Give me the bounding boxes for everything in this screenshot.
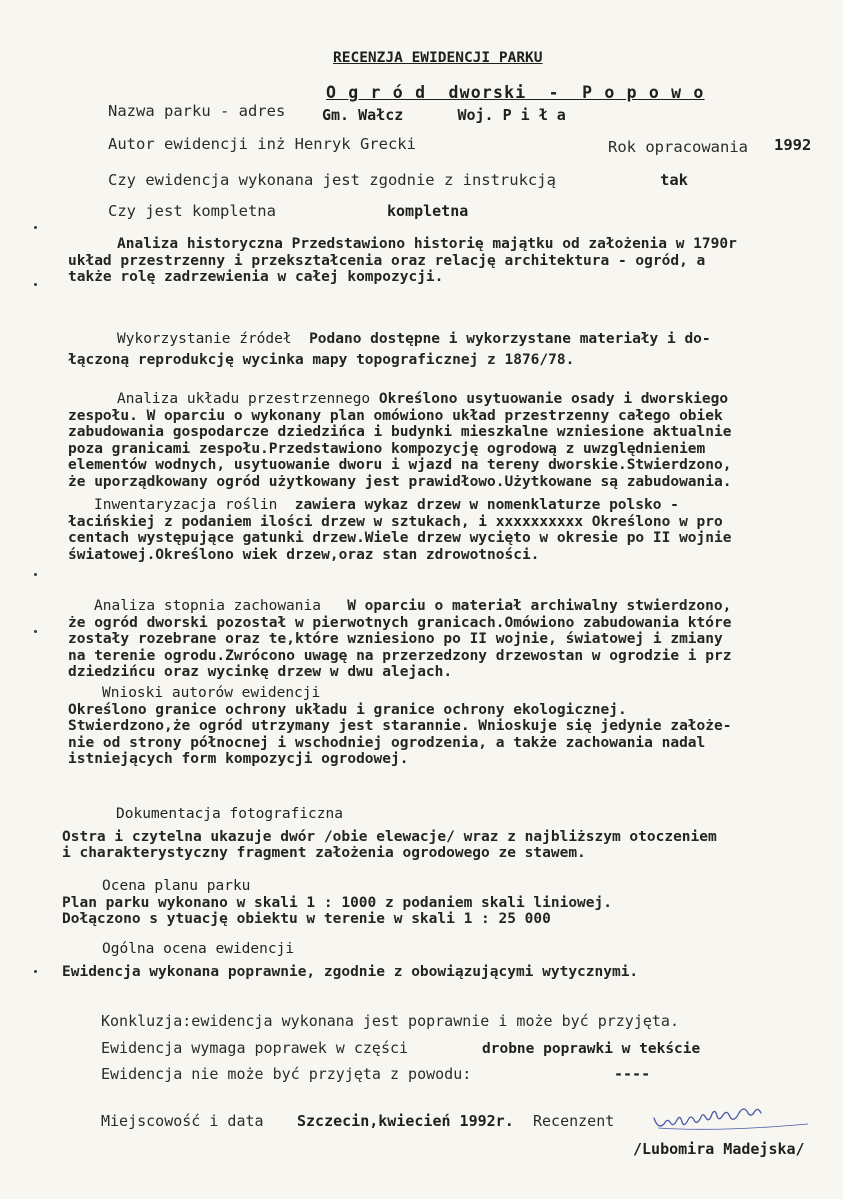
complete-value: kompletna (387, 202, 469, 220)
park-name: O g r ó d dworski - P o p o w o (326, 83, 705, 102)
corrections-value: drobne poprawki w tekście (482, 1041, 701, 1057)
inventory-line: zawiera wykaz drzew w nomenklaturze polsko - (294, 497, 679, 513)
historical-line: układ przestrzenny i przekształcenia oraz relację architektura - ogród, a (68, 252, 706, 269)
sources-section (68, 331, 711, 368)
photo-label: Dokumentacja fotograficzna (116, 806, 343, 822)
margin-mark (34, 226, 37, 229)
preservation-line: że ogród dworski pozostał w pierwotnych granicach.Omówiono zabudowania które (68, 614, 732, 631)
photo-line: Ostra i czytelna ukazuje dwór /obie elewacje/ wraz z najbliższym otoczeniem (62, 828, 717, 845)
inventory-line: światowej.Określono wiek drzew,oraz stan zdrowotności. (68, 546, 540, 563)
conclusion-line: Konkluzja:ewidencja wykonana jest poprawnie i może być przyjęta. (101, 1012, 679, 1030)
rejection-value: ---- (614, 1065, 651, 1083)
sources-line: Podano dostępne i wykorzystane materiały i do- (309, 331, 711, 347)
complete-label: Czy jest kompletna (108, 202, 276, 220)
sources-label: Wykorzystanie źródeł (117, 331, 292, 347)
plan-section (62, 878, 612, 928)
historical-label: Analiza historyczna (117, 236, 283, 252)
reviewer-label: Recenzent (533, 1112, 615, 1130)
reviewer-name: /Lubomira Madejska/ (633, 1140, 805, 1158)
conclusions-line: istniejących form kompozycji ogrodowej. (68, 751, 409, 767)
author-line: Autor ewidencji inż Henryk Grecki (108, 135, 416, 153)
conform-label: Czy ewidencja wykonana jest zgodnie z instrukcją (108, 171, 556, 189)
preservation-line: dziedzińcu oraz wycinkę drzew w dwu alejach. (68, 664, 453, 680)
inventory-label: Inwentaryzacja roślin (94, 497, 278, 513)
signature-underline (658, 1124, 808, 1129)
margin-mark (34, 573, 37, 576)
name-label: Nazwa parku - adres (108, 102, 286, 120)
spatial-line: że uporządkowany ogród użytkowany jest prawidłowo.Użytkowane są zabudowania. (68, 473, 732, 490)
plan-line: Dołączono s ytuację obiektu w terenie w skali 1 : 25 000 (62, 911, 551, 927)
spatial-line: zespołu. W oparciu o wykonany plan omówiono układ przestrzenny całego obiek (68, 407, 723, 424)
spatial-line: poza granicami zespołu.Przedstawiono kompozycję ogrodową z uwzględnieniem (68, 440, 706, 457)
spatial-line: zabudowania gospodarcze dziedzińca i budynki mieszkalne wzniesione aktualnie (68, 424, 732, 440)
margin-mark (34, 283, 37, 286)
historical-section (68, 236, 737, 286)
corrections-label: Ewidencja wymaga poprawek w części (101, 1039, 409, 1057)
inventory-section (68, 497, 731, 563)
year-value: 1992 (774, 136, 812, 154)
year-label: Rok opracowania (608, 138, 748, 156)
handwritten-signature (650, 1106, 830, 1136)
place-value: Szczecin,kwiecień 1992r. (297, 1112, 514, 1130)
photo-line: i charakterystyczny fragment założenia ogrodowego ze stawem. (62, 845, 586, 861)
photo-section (62, 806, 717, 862)
historical-line: Przedstawiono historię majątku od założenia w 1790r (291, 236, 737, 252)
conclusions-label: Wnioski autorów ewidencji (102, 685, 321, 701)
spatial-line: elementów wodnych, usytuowanie dworu i wjazd na tereny dworskie.Stwierdzono, (68, 457, 732, 473)
park-location: Gm. Wałcz Woj. P i ł a (322, 106, 566, 124)
preservation-line: na terenie ogrodu.Zwrócono uwagę na przerzedzony drzewostan w ogrodzie i prz (68, 647, 732, 664)
plan-label: Ocena planu parku (102, 878, 251, 894)
signature-stroke (654, 1109, 761, 1126)
conclusions-line: Stwierdzono,że ogród utrzymany jest starannie. Wnioskuje się jedynie założe- (68, 718, 732, 734)
overall-label: Ogólna ocena ewidencji (102, 941, 295, 957)
historical-line: także rolę zadrzewienia w całej kompozycji. (68, 269, 444, 285)
rejection-label: Ewidencja nie może być przyjęta z powodu: (101, 1065, 472, 1083)
plan-line: Plan parku wykonano w skali 1 : 1000 z podaniem skali liniowej. (62, 894, 612, 911)
margin-mark (34, 970, 37, 973)
document-title: RECENZJA EWIDENCJI PARKU (333, 50, 543, 66)
overall-line: Ewidencja wykonana poprawnie, zgodnie z obowiązującymi wytycznymi. (62, 963, 639, 980)
conclusions-section (68, 685, 731, 768)
spatial-label: Analiza układu przestrzennego (117, 391, 371, 407)
spatial-section (68, 391, 731, 490)
preservation-line: W oparciu o materiał archiwalny stwierdzono, (347, 598, 732, 614)
spatial-line: Określono usytuowanie osady i dworskiego (378, 391, 729, 407)
conclusions-line: nie od strony północnej i wschodniej ogrodzenia, a także zachowania nadal (68, 734, 706, 751)
inventory-line: łacińskiej z podaniem ilości drzew w sztukach, i xxxxxxxxxx Określono w pro (68, 513, 723, 530)
inventory-line: centach występujące gatunki drzew.Wiele drzew wycięto w okresie po II wojnie (68, 530, 732, 546)
sources-line: łączoną reprodukcję wycinka mapy topograficznej z 1876/78. (68, 351, 575, 368)
margin-mark (34, 630, 37, 633)
place-label: Miejscowość i data (101, 1112, 264, 1130)
preservation-line: zostały rozebrane oraz te,które wzniesiono po II wojnie, światowej i zmiany (68, 631, 723, 647)
conform-value: tak (660, 171, 688, 189)
preservation-section (68, 598, 731, 681)
conclusions-line: Określono granice ochrony układu i granice ochrony ekologicznej. (68, 701, 627, 718)
preservation-label: Analiza stopnia zachowania (94, 598, 321, 614)
overall-section (62, 941, 638, 980)
